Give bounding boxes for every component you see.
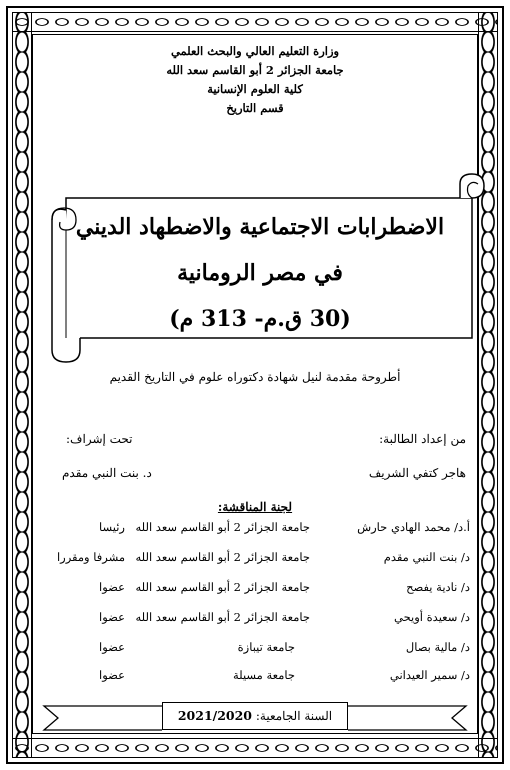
department-name: قسم التاريخ (226, 101, 284, 115)
member-role: عضوا (99, 640, 125, 654)
member-university: جامعة الجزائر 2 أبو القاسم سعد الله (135, 610, 310, 624)
student-label: من إعداد الطالبة: (379, 432, 466, 446)
member-university: جامعة الجزائر 2 أبو القاسم سعد الله (135, 550, 310, 564)
member-role: مشرفا ومقررا (56, 550, 125, 564)
thesis-title-line1: الاضطرابات الاجتماعية والاضطهاد الديني (75, 214, 445, 240)
ribbon-left (40, 694, 170, 734)
faculty-name: كلية العلوم الإنسانية (207, 82, 303, 96)
supervisor-label: تحت إشراف: (66, 432, 133, 446)
member-role: عضوا (99, 580, 125, 594)
committee-row (50, 580, 470, 600)
committee-title: لجنة المناقشة: (217, 500, 293, 514)
member-university: جامعة تيبازة (237, 640, 295, 654)
committee-row (50, 610, 470, 630)
supervisor-name: د. بنت النبي مقدم (62, 466, 152, 480)
institution-header (60, 42, 450, 118)
academic-year-label: السنة الجامعية: (255, 709, 333, 723)
chain-border-bottom (12, 738, 498, 758)
member-role: عضوا (99, 610, 125, 624)
member-university: جامعة الجزائر 2 أبو القاسم سعد الله (135, 580, 310, 594)
chain-border-right (478, 12, 498, 758)
committee-row (50, 640, 470, 660)
academic-year-value: 2021/2020 (177, 708, 253, 723)
thesis-title-line3: (30 ق.م- 313 م) (169, 306, 351, 332)
ribbon-right (340, 694, 470, 734)
member-role: رئيسا (99, 520, 125, 534)
academic-year-box (162, 702, 348, 730)
committee-row (50, 668, 470, 688)
member-role: عضوا (99, 668, 125, 682)
member-name: د/ سعيدة أويحي (394, 610, 470, 624)
committee-row (50, 550, 470, 570)
member-name: أ.د/ محمد الهادي حارش (357, 520, 470, 534)
thesis-title-line2: في مصر الرومانية (177, 260, 343, 286)
student-name: هاجر كتفي الشريف (368, 466, 466, 480)
member-name: د/ مالية بصال (405, 640, 470, 654)
committee-row (50, 520, 470, 540)
chain-border-top (12, 12, 498, 32)
ministry-name: وزارة التعليم العالي والبحث العلمي (170, 44, 340, 58)
member-university: جامعة الجزائر 2 أبو القاسم سعد الله (135, 520, 310, 534)
thesis-note: أطروحة مقدمة لنيل شهادة دكتوراه علوم في التاريخ القديم (109, 370, 401, 384)
university-name: جامعة الجزائر 2 أبو القاسم سعد الله (166, 63, 344, 77)
chain-border-left (12, 12, 32, 758)
member-name: د/ بنت النبي مقدم (383, 550, 470, 564)
member-name: د/ نادية يفصح (406, 580, 470, 594)
member-university: جامعة مسيلة (232, 668, 295, 682)
member-name: د/ سمير العيداني (389, 668, 470, 682)
